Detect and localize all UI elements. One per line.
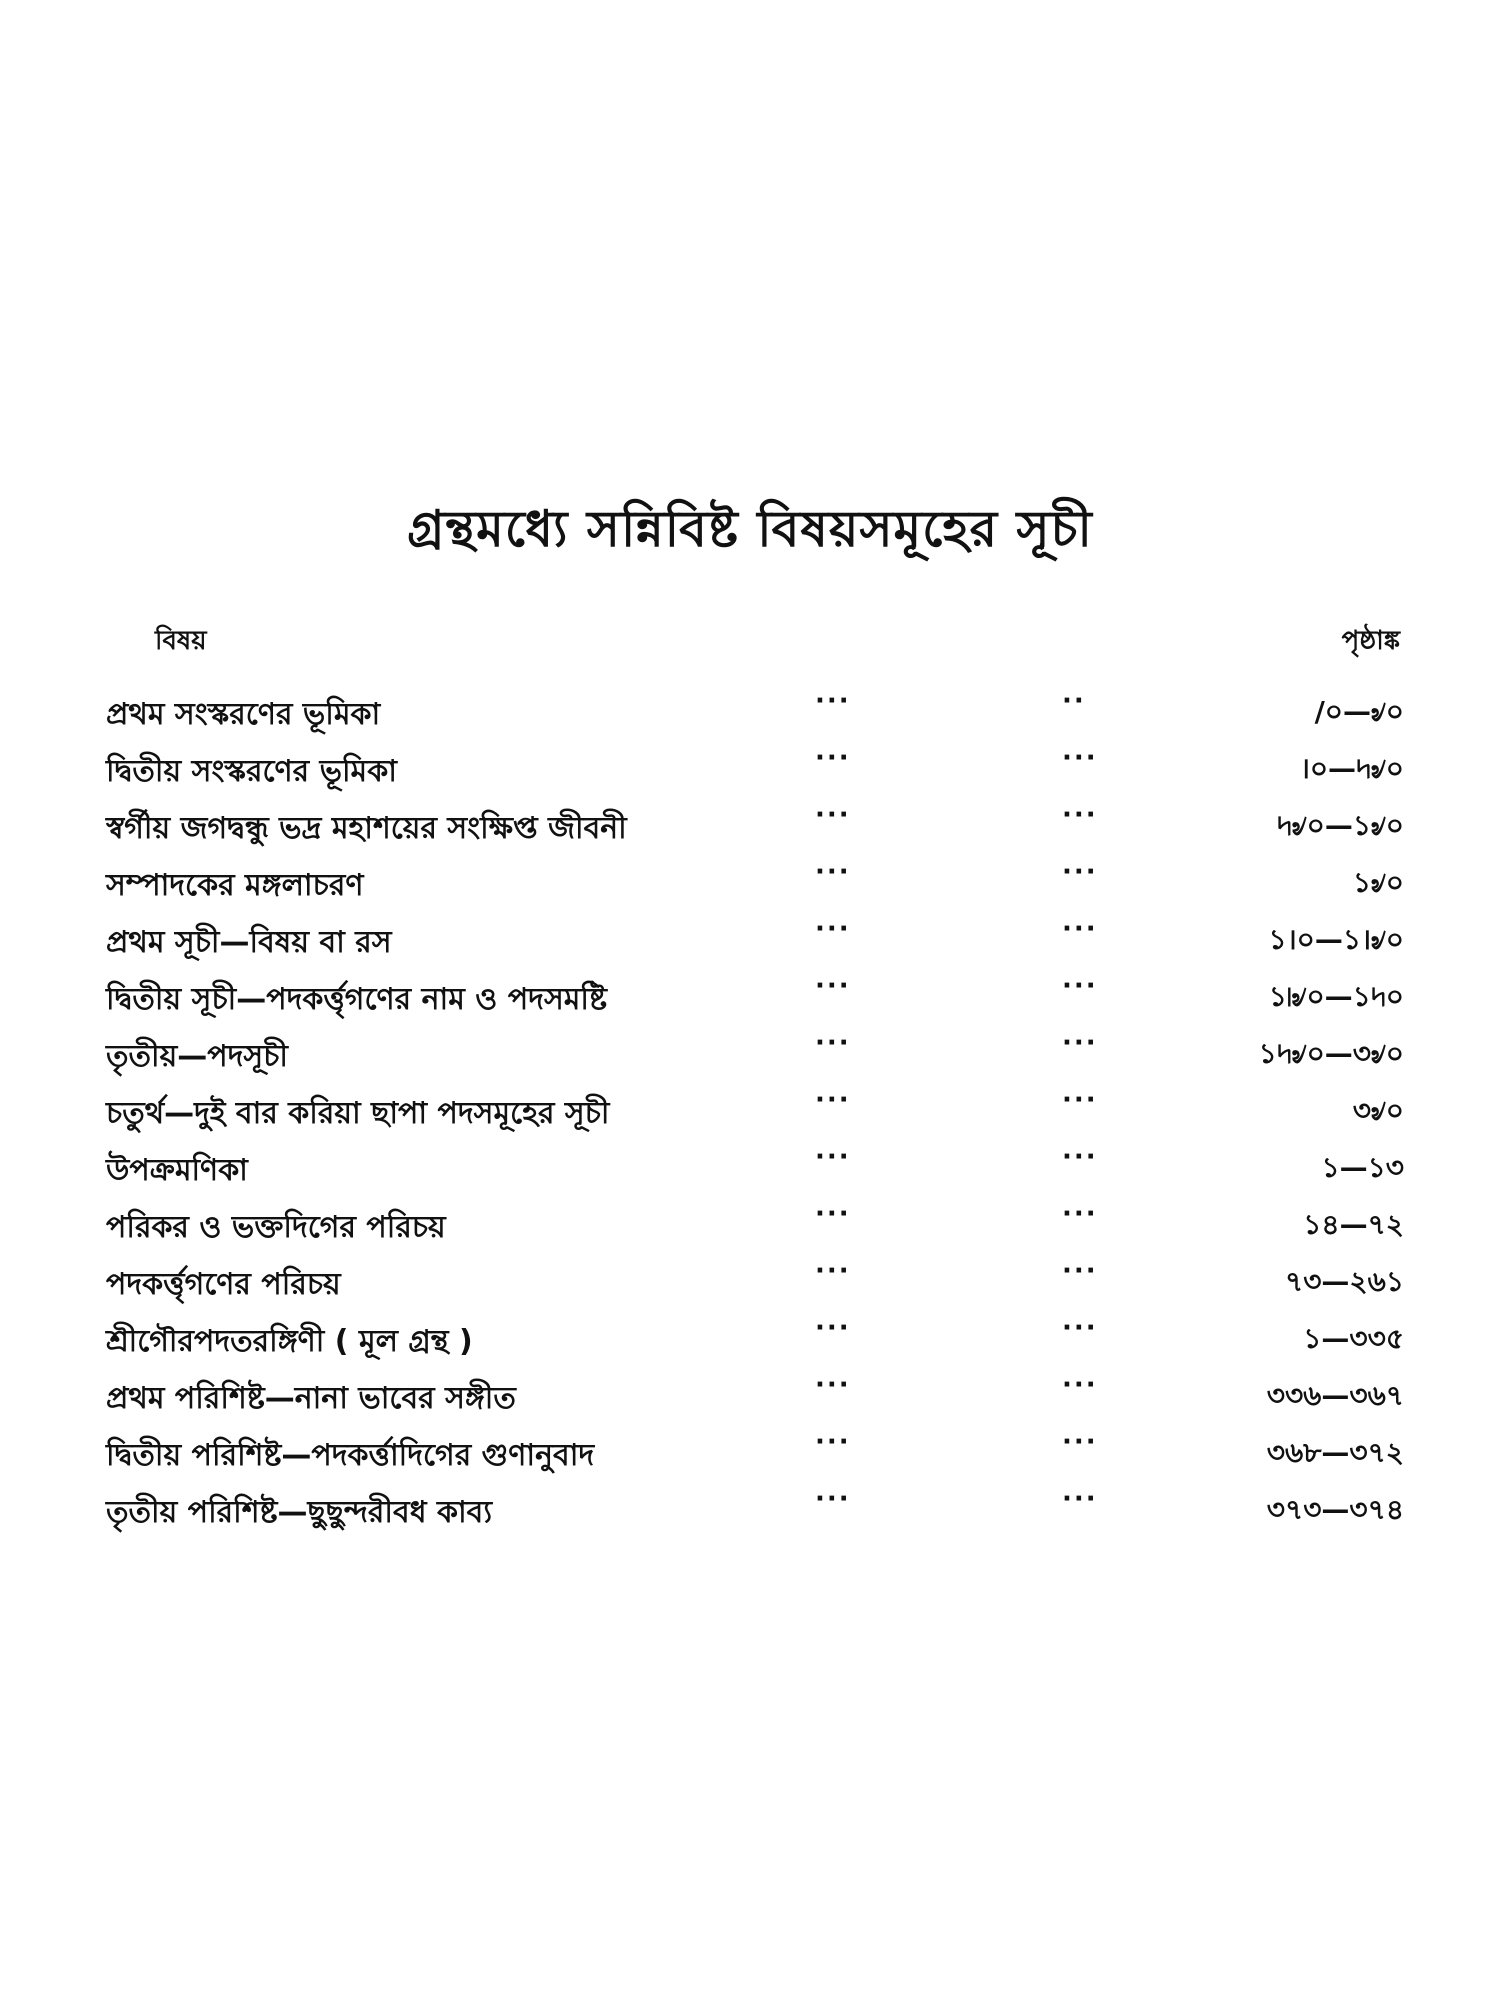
toc-entry-pages: ৩৩৬—৩৬৭ [1266,1379,1404,1412]
toc-leader-dots: ··· [815,743,851,773]
toc-entry-pages: ৸৶০—১৶০ [1276,809,1404,842]
toc-entry-pages: ১—১৩ [1321,1151,1404,1184]
table-of-contents [0,682,1500,1537]
toc-leader-dots: ··· [815,857,851,887]
toc-header [0,620,1500,670]
toc-entry-subject: স্বর্গীয় জগদ্বন্ধু ভদ্র মহাশয়ের সংক্ষিপ্ত জীবনী [106,811,627,846]
toc-entry-subject: প্রথম সংস্করণের ভূমিকা [106,697,381,732]
toc-entry [0,1423,1500,1480]
toc-leader-dots: ··· [815,1370,851,1400]
toc-entry-subject: পদকর্ত্তৃগণের পরিচয় [106,1267,341,1302]
toc-leader-dots: ··· [815,971,851,1001]
toc-entry-subject: উপক্রমণিকা [106,1153,248,1188]
toc-entry [0,1195,1500,1252]
toc-entry-subject: প্রথম পরিশিষ্ট—নানা ভাবের সঙ্গীত [106,1381,516,1416]
toc-leader-dots: ··· [815,1484,851,1514]
toc-leader-dots: ··· [815,1313,851,1343]
toc-leader-dots: ··· [1062,1484,1098,1514]
toc-entry-subject: পরিকর ও ভক্তদিগের পরিচয় [106,1210,446,1245]
toc-leader-dots: ··· [1062,1370,1098,1400]
toc-leader-dots: ··· [1062,1427,1098,1457]
toc-leader-dots: ··· [815,800,851,830]
toc-leader-dots: ·· [1062,686,1086,716]
toc-entry-pages: ৭৩—২৬১ [1285,1265,1404,1298]
toc-leader-dots: ··· [1062,743,1098,773]
toc-entry-pages: ১৸৶০—৩৶০ [1258,1037,1404,1070]
toc-entry-subject: দ্বিতীয় পরিশিষ্ট—পদকর্ত্তাদিগের গুণানুবাদ [106,1438,595,1473]
toc-entry [0,682,1500,739]
toc-leader-dots: ··· [1062,1142,1098,1172]
toc-leader-dots: ··· [1062,1256,1098,1286]
toc-entry [0,1480,1500,1537]
toc-entry-pages: /০—৶০ [1314,695,1404,728]
toc-entry-subject: তৃতীয় পরিশিষ্ট—ছুছুন্দরীবধ কাব্য [106,1495,493,1530]
toc-leader-dots: ··· [815,686,851,716]
toc-entry [0,1252,1500,1309]
toc-entry-pages: ৩৶০ [1352,1094,1404,1127]
toc-entry-pages: ৩৭৩—৩৭৪ [1266,1493,1404,1526]
toc-entry-pages: ১৪—৭২ [1303,1208,1404,1241]
toc-leader-dots: ··· [1062,1199,1098,1229]
toc-entry-pages: ১৷৶০—১৸০ [1268,980,1404,1013]
toc-entry-pages: ।০—৸৶০ [1299,752,1404,785]
toc-entry-pages: ১৶০ [1352,866,1404,899]
toc-entry-subject: শ্রীগৌরপদতরঙ্গিণী ( মূল গ্রন্থ ) [106,1324,473,1359]
toc-entry [0,1081,1500,1138]
toc-entry-subject: চতুর্থ—দুই বার করিয়া ছাপা পদসমূহের সূচী [106,1096,610,1131]
toc-entry [0,1024,1500,1081]
toc-leader-dots: ··· [815,1199,851,1229]
toc-entry-pages: ১—৩৩৫ [1303,1322,1404,1355]
page-column-header: পৃষ্ঠাঙ্ক [1341,626,1400,656]
toc-entry [0,1138,1500,1195]
toc-entry-subject: দ্বিতীয় সংস্করণের ভূমিকা [106,754,397,789]
toc-leader-dots: ··· [815,1256,851,1286]
toc-leader-dots: ··· [1062,857,1098,887]
page-title: গ্রন্থমধ্যে সন্নিবিষ্ট বিষয়সমূহের সূচী [407,500,1093,558]
toc-leader-dots: ··· [1062,971,1098,1001]
toc-entry-subject: সম্পাদকের মঙ্গলাচরণ [106,868,364,903]
toc-leader-dots: ··· [815,1085,851,1115]
toc-leader-dots: ··· [1062,800,1098,830]
toc-entry-subject: তৃতীয়—পদসূচী [106,1039,288,1074]
toc-entry [0,910,1500,967]
toc-leader-dots: ··· [1062,1313,1098,1343]
toc-entry [0,739,1500,796]
toc-leader-dots: ··· [815,1142,851,1172]
toc-leader-dots: ··· [815,1028,851,1058]
toc-entry-subject: প্রথম সূচী—বিষয় বা রস [106,925,392,960]
toc-entry-pages: ৩৬৮—৩৭২ [1266,1436,1404,1469]
toc-entry-subject: দ্বিতীয় সূচী—পদকর্ত্তৃগণের নাম ও পদসমষ্টি [106,982,607,1017]
toc-entry [0,967,1500,1024]
toc-entry [0,1366,1500,1423]
toc-entry [0,1309,1500,1366]
toc-entry [0,796,1500,853]
toc-entry [0,853,1500,910]
subject-column-header: বিষয় [155,626,207,656]
toc-entry-pages: ১।০—১।৶০ [1268,923,1404,956]
toc-leader-dots: ··· [1062,914,1098,944]
toc-leader-dots: ··· [815,914,851,944]
toc-leader-dots: ··· [815,1427,851,1457]
toc-leader-dots: ··· [1062,1028,1098,1058]
toc-leader-dots: ··· [1062,1085,1098,1115]
